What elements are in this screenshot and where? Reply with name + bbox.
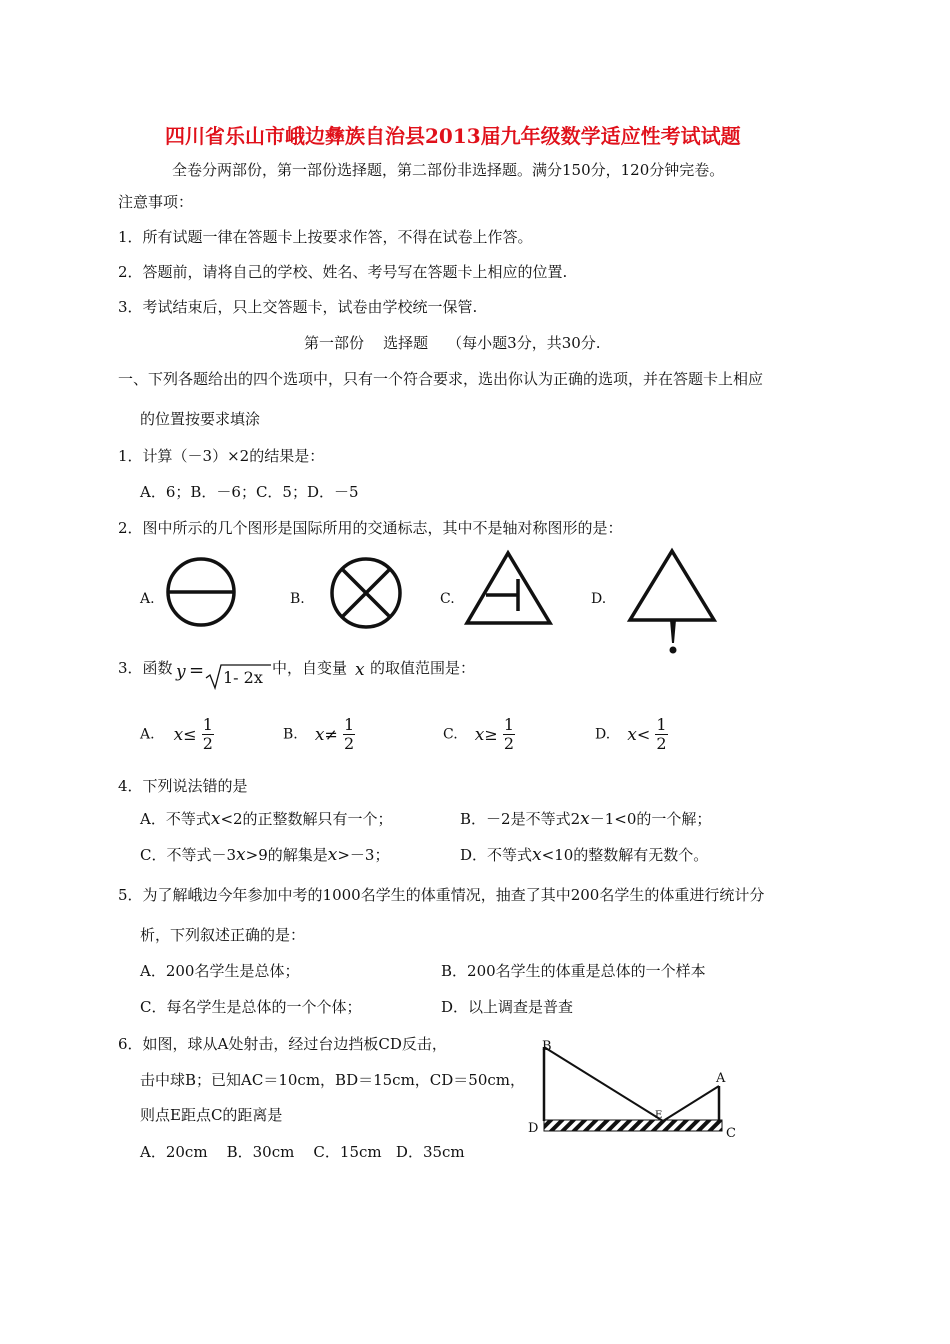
- q5-stem-line1: 5．为了解峨边今年参加中考的1000名学生的体重情况，抽查了其中200名学生的体重进行统计分: [118, 886, 765, 904]
- q3-prefix: 3．函数: [118, 659, 173, 677]
- q3-option-c-rel: ≥: [484, 725, 498, 744]
- q4-c-var2: x: [327, 845, 338, 865]
- cushion-cd-hatched: [544, 1120, 722, 1131]
- q3-mid-text: 中，自变量: [272, 659, 348, 677]
- q4-a-pre: A．不等式: [140, 810, 211, 828]
- q3-option-b-var: x: [314, 724, 325, 745]
- q4-c-post: >－3；: [337, 846, 390, 864]
- page-title: 四川省乐山市峨边彝族自治县2013届九年级数学适应性考试试题: [165, 124, 741, 148]
- q2-option-a-label: A.: [140, 591, 155, 607]
- q5-stem-line2: 析，下列叙述正确的是：: [140, 926, 306, 944]
- q3-option-b-den: 2: [343, 734, 355, 753]
- q3-option-a: [140, 716, 214, 753]
- q3-option-c-label: C.: [443, 726, 458, 743]
- q5-option-b: B．200名学生的体重是总体的一个样本: [441, 962, 706, 980]
- q4-option-b: [460, 809, 711, 829]
- part1-instruction-line2: 的位置按要求填涂: [140, 410, 261, 428]
- q4-d-pre: D．不等式: [460, 846, 533, 864]
- q6-label-a: A: [716, 1071, 726, 1086]
- q3-stem: [118, 658, 173, 678]
- q2-stem: 2．图中所示的几个图形是国际所用的交通标志，其中不是轴对称图形的是：: [118, 519, 623, 537]
- q3-x-var: x: [355, 660, 365, 680]
- q4-stem: 4．下列说法错的是: [118, 777, 248, 795]
- traffic-sign-a-icon: [165, 556, 245, 636]
- q3-option-d: [595, 716, 668, 753]
- path-e-to-a: [663, 1086, 719, 1121]
- q6-label-b: B: [542, 1039, 552, 1054]
- q4-c-mid: >9的解集是: [245, 846, 328, 864]
- q6-label-d: D: [528, 1121, 539, 1136]
- traffic-sign-c-icon: [464, 549, 556, 629]
- q3-option-a-den: 2: [202, 734, 213, 753]
- q3-radicand: 1- 2x: [223, 668, 263, 687]
- q3-option-b-rel: ≠: [324, 725, 338, 744]
- q3-y-var: y: [176, 662, 186, 682]
- q3-option-a-label: A.: [140, 726, 155, 743]
- q4-option-d: [460, 845, 708, 865]
- q2-option-c-label: C.: [440, 591, 455, 607]
- q6-line1: 6．如图，球从A处射击，经过台边挡板CD反击，: [118, 1035, 447, 1053]
- part1-instruction-line1: 一、下列各题给出的四个选项中，只有一个符合要求，选出你认为正确的选项，并在答题卡上相应: [118, 370, 764, 388]
- q1-options: A．6；B．－6；C．5；D．－5: [140, 483, 359, 501]
- notice-item-2: 2．答题前，请将自己的学校、姓名、考号写在答题卡上相应的位置.: [118, 263, 568, 281]
- q4-a-post: <2的正整数解只有一个；: [220, 810, 393, 828]
- q3-option-a-num: 1: [202, 715, 213, 734]
- q6-line2: 击中球B；已知AC＝10cm，BD＝15cm，CD＝50cm，: [140, 1071, 526, 1089]
- q3-option-a-rel: ≤: [183, 725, 197, 744]
- q4-option-c: [140, 845, 389, 865]
- q3-option-c-var: x: [474, 724, 485, 745]
- q5-option-d: D．以上调查是普查: [441, 998, 574, 1016]
- q3-option-b-label: B.: [283, 726, 298, 743]
- q3-option-c: [443, 716, 515, 753]
- q4-d-post: <10的整数解有无数个。: [541, 846, 709, 864]
- q4-a-var: x: [210, 809, 221, 829]
- q3-option-d-den: 2: [656, 734, 667, 753]
- q4-d-var: x: [532, 845, 542, 865]
- traffic-sign-b-icon: [329, 556, 409, 636]
- q3-option-c-num: 1: [503, 715, 515, 734]
- q2-option-d-label: D.: [591, 591, 607, 607]
- q5-option-c: C．每名学生是总体的一个个体；: [140, 998, 362, 1016]
- q3-option-b: [283, 716, 355, 753]
- q4-b-var: x: [580, 809, 590, 829]
- q4-b-pre: B．－2是不等式2: [460, 810, 581, 828]
- q6-label-e: E: [655, 1110, 663, 1121]
- q6-options: A．20cm B．30cm C．15cm D．35cm: [140, 1143, 465, 1161]
- q4-c-pre: C．不等式－3: [140, 846, 237, 864]
- q2-option-b-label: B.: [290, 591, 305, 607]
- q3-option-d-rel: <: [636, 725, 651, 744]
- q5-option-a: A．200名学生是总体；: [140, 962, 300, 980]
- q6-line3: 则点E距点C的距离是: [140, 1106, 283, 1124]
- q6-billiard-figure: [520, 1035, 750, 1150]
- q4-option-a: [140, 809, 393, 829]
- notice-heading: 注意事项：: [118, 193, 194, 211]
- q3-option-d-var: x: [627, 724, 637, 745]
- q3-option-a-var: x: [173, 724, 184, 745]
- q3-suffix: 的取值范围是：: [370, 659, 476, 677]
- intro-text: 全卷分两部份，第一部份选择题，第二部份非选择题。满分150分，120分钟完卷。: [172, 161, 725, 179]
- q4-b-post: －1<0的一个解；: [589, 810, 712, 828]
- notice-item-1: 1．所有试题一律在答题卡上按要求作答，不得在试卷上作答。: [118, 228, 533, 246]
- q6-label-c: C: [726, 1126, 736, 1141]
- q3-option-b-num: 1: [343, 715, 355, 734]
- q3-equals: =: [189, 660, 205, 681]
- q3-option-c-den: 2: [503, 734, 515, 753]
- path-b-to-e: [544, 1047, 663, 1121]
- notice-item-3: 3．考试结束后，只上交答题卡，试卷由学校统一保管.: [118, 298, 478, 316]
- q3-option-d-num: 1: [656, 715, 667, 734]
- traffic-sign-d-icon: [626, 547, 721, 659]
- q1-stem: 1．计算（－3）×2的结果是：: [118, 447, 325, 465]
- part1-heading: 第一部份 选择题 （每小题3分，共30分.: [304, 334, 601, 352]
- q4-c-var: x: [236, 845, 246, 865]
- q3-option-d-label: D.: [595, 726, 611, 743]
